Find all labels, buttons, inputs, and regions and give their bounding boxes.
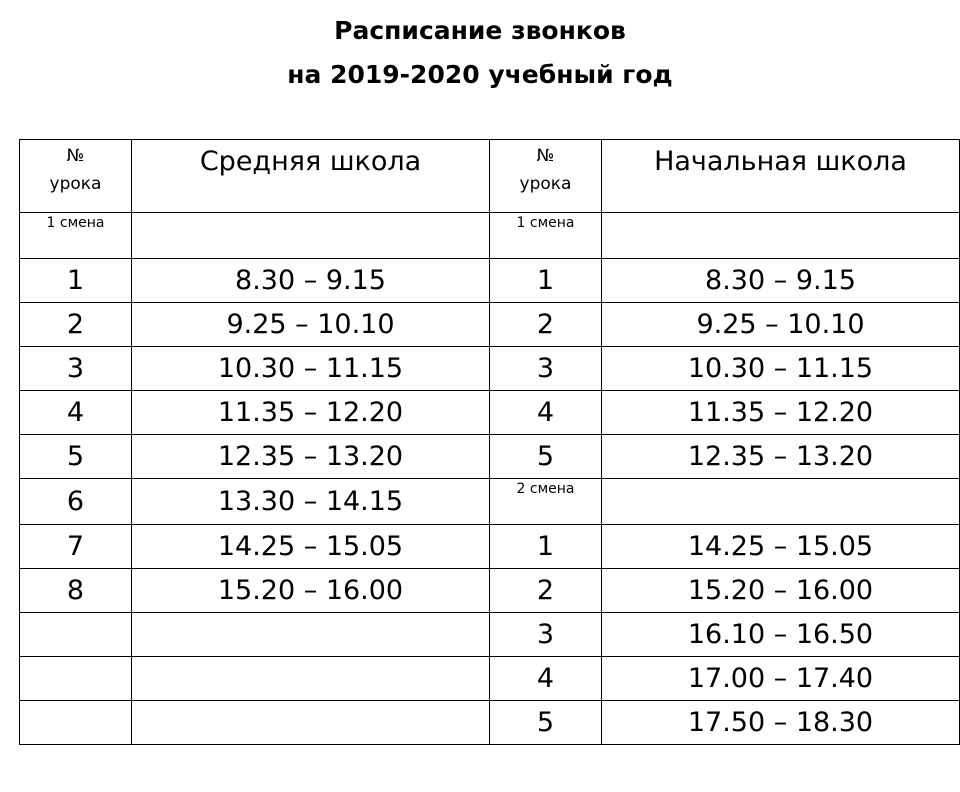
left-lesson-number: 8 (20, 569, 132, 613)
right-lesson-number: 3 (490, 347, 602, 391)
table-row (20, 303, 960, 347)
table-row (20, 479, 960, 525)
left-lesson-number: 2 (20, 303, 132, 347)
left-lesson-time: 12.35 – 13.20 (132, 435, 490, 479)
left-lesson-number: 4 (20, 391, 132, 435)
right-lesson-number: 4 (490, 391, 602, 435)
left-lesson-time (132, 613, 490, 657)
left-lesson-time: 8.30 – 9.15 (132, 259, 490, 303)
shift-row (20, 213, 960, 259)
right-lesson-number: 4 (490, 657, 602, 701)
right-lesson-time: 17.50 – 18.30 (602, 701, 960, 745)
right-lesson-time: 9.25 – 10.10 (602, 303, 960, 347)
right-lesson-time: 16.10 – 16.50 (602, 613, 960, 657)
right-lesson-time: 14.25 – 15.05 (602, 525, 960, 569)
left-lesson-number: 7 (20, 525, 132, 569)
secondary-school-header: Средняя школа (132, 140, 490, 213)
left-lesson-time: 9.25 – 10.10 (132, 303, 490, 347)
left-lesson-number: 1 (20, 259, 132, 303)
left-lesson-time (132, 701, 490, 745)
right-lesson-time: 15.20 – 16.00 (602, 569, 960, 613)
table-row (20, 701, 960, 745)
left-lesson-time: 15.20 – 16.00 (132, 569, 490, 613)
table-row (20, 435, 960, 479)
left-lesson-number: 3 (20, 347, 132, 391)
header-row (20, 140, 960, 213)
lesson-word: урока (519, 174, 572, 194)
table-row (20, 613, 960, 657)
right-lesson-time: 8.30 – 9.15 (602, 259, 960, 303)
table-row (20, 347, 960, 391)
table-row (20, 525, 960, 569)
page-subtitle: на 2019-2020 учебный год (287, 60, 673, 89)
empty-cell (602, 213, 960, 259)
left-lesson-time: 11.35 – 12.20 (132, 391, 490, 435)
left-lesson-number (20, 657, 132, 701)
right-shift-label: 2 смена (490, 479, 602, 525)
table-row (20, 259, 960, 303)
left-shift-label: 1 смена (20, 213, 132, 259)
right-lesson-time: 12.35 – 13.20 (602, 435, 960, 479)
right-lesson-time: 17.00 – 17.40 (602, 657, 960, 701)
right-lesson-number: 2 (490, 303, 602, 347)
right-lesson-number: 5 (490, 701, 602, 745)
primary-school-header: Начальная школа (602, 140, 960, 213)
left-lesson-number-header (20, 140, 132, 213)
left-lesson-time (132, 657, 490, 701)
left-lesson-number (20, 613, 132, 657)
number-sign: № (66, 146, 85, 166)
right-lesson-number: 1 (490, 525, 602, 569)
right-shift-label: 1 смена (490, 213, 602, 259)
page-title: Расписание звонков (334, 16, 626, 45)
right-lesson-time: 10.30 – 11.15 (602, 347, 960, 391)
right-lesson-time (602, 479, 960, 525)
left-lesson-time: 10.30 – 11.15 (132, 347, 490, 391)
left-lesson-time: 14.25 – 15.05 (132, 525, 490, 569)
bell-schedule-table (19, 139, 960, 745)
left-lesson-number (20, 701, 132, 745)
right-lesson-time: 11.35 – 12.20 (602, 391, 960, 435)
empty-cell (132, 213, 490, 259)
right-lesson-number: 2 (490, 569, 602, 613)
left-lesson-time: 13.30 – 14.15 (132, 479, 490, 525)
table-row (20, 657, 960, 701)
right-lesson-number: 5 (490, 435, 602, 479)
right-lesson-number: 3 (490, 613, 602, 657)
number-sign: № (536, 146, 555, 166)
left-lesson-number: 6 (20, 479, 132, 525)
lesson-word: урока (49, 174, 102, 194)
right-lesson-number: 1 (490, 259, 602, 303)
left-lesson-number: 5 (20, 435, 132, 479)
table-row (20, 569, 960, 613)
table-row (20, 391, 960, 435)
right-lesson-number-header (490, 140, 602, 213)
